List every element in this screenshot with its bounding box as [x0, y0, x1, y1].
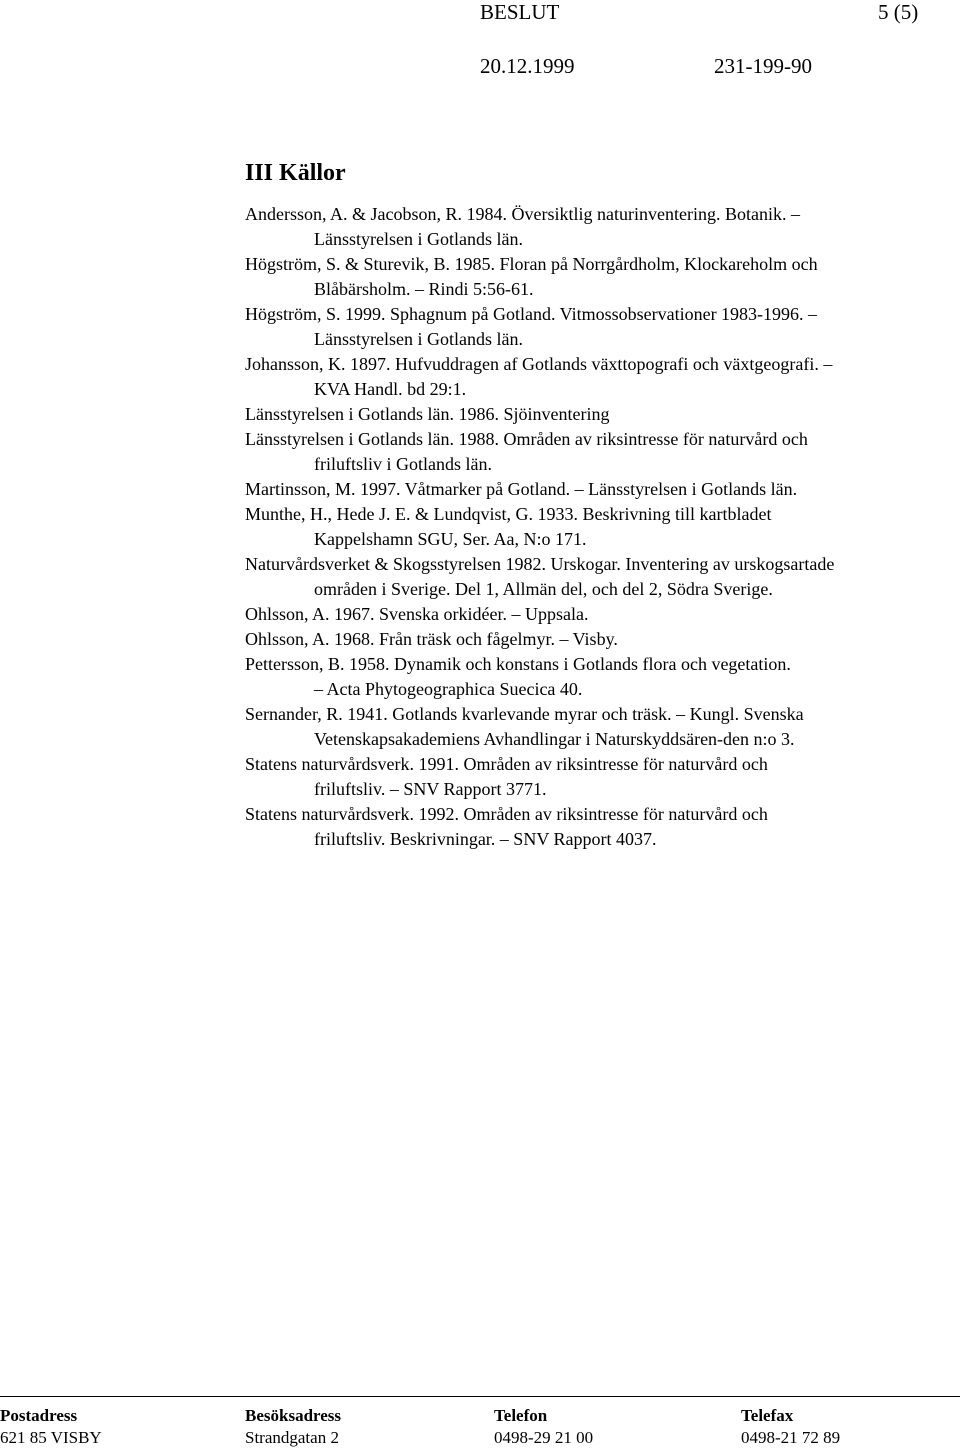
- reference-entry: [245, 502, 955, 552]
- reference-entry: [245, 702, 955, 752]
- reference-entry: [245, 402, 955, 427]
- footer-postal-label: Postadress: [0, 1406, 78, 1425]
- footer-divider: [0, 1396, 960, 1397]
- reference-entry: [245, 652, 955, 702]
- reference-entry: [245, 602, 955, 627]
- footer-visit-value: Strandgatan 2: [245, 1428, 339, 1447]
- reference-continuation-line: friluftsliv. Beskrivningar. – SNV Rapport 4037.: [314, 829, 657, 849]
- reference-line: Martinsson, M. 1997. Våtmarker på Gotland. – Länsstyrelsen i Gotlands län.: [245, 479, 798, 499]
- reference-line: Munthe, H., Hede J. E. & Lundqvist, G. 1933. Beskrivning till kartbladet: [245, 504, 772, 524]
- reference-continuation-line: KVA Handl. bd 29:1.: [314, 379, 467, 399]
- reference-continuation-line: Vetenskapsakademiens Avhandlingar i Naturskyddsären-den n:o 3.: [314, 729, 795, 749]
- reference-continuation-line: – Acta Phytogeographica Suecica 40.: [314, 679, 583, 699]
- reference-line: Länsstyrelsen i Gotlands län. 1988. Områden av riksintresse för naturvård och: [245, 429, 808, 449]
- reference-line: Johansson, K. 1897. Hufvuddragen af Gotlands växttopografi och växtgeografi. –: [245, 354, 833, 374]
- reference-line: Andersson, A. & Jacobson, R. 1984. Översiktlig naturinventering. Botanik. –: [245, 204, 800, 224]
- reference-entry: [245, 552, 955, 602]
- reference-list: [245, 202, 955, 852]
- footer-postal-value: 621 85 VISBY: [0, 1428, 102, 1447]
- reference-line: Statens naturvårdsverk. 1991. Områden av riksintresse för naturvård och: [245, 754, 768, 774]
- reference-continuation-line: områden i Sverige. Del 1, Allmän del, och del 2, Södra Sverige.: [314, 579, 773, 599]
- footer-phone-value: 0498-29 21 00: [494, 1428, 594, 1447]
- reference-line: Pettersson, B. 1958. Dynamik och konstans i Gotlands flora och vegetation.: [245, 654, 791, 674]
- reference-entry: [245, 477, 955, 502]
- footer-phone-label: Telefon: [494, 1406, 548, 1425]
- reference-entry: [245, 627, 955, 652]
- page-number: 5 (5): [878, 0, 919, 24]
- reference-continuation-line: friluftsliv i Gotlands län.: [314, 454, 492, 474]
- reference-continuation-line: Blåbärsholm. – Rindi 5:56-61.: [314, 279, 534, 299]
- reference-entry: [245, 302, 955, 352]
- footer-visit-label: Besöksadress: [245, 1406, 342, 1425]
- reference-entry: [245, 202, 955, 252]
- reference-line: Sernander, R. 1941. Gotlands kvarlevande myrar och träsk. – Kungl. Svenska: [245, 704, 804, 724]
- reference-line: Högström, S. & Sturevik, B. 1985. Floran på Norrgårdholm, Klockareholm och: [245, 254, 818, 274]
- reference-entry: [245, 752, 955, 802]
- reference-line: Naturvårdsverket & Skogsstyrelsen 1982. Urskogar. Inventering av urskogsartade: [245, 554, 835, 574]
- document-date: 20.12.1999: [480, 54, 575, 78]
- footer-fax-value: 0498-21 72 89: [741, 1428, 841, 1447]
- reference-line: Högström, S. 1999. Sphagnum på Gotland. Vitmossobservationer 1983-1996. –: [245, 304, 818, 324]
- reference-continuation-line: Länsstyrelsen i Gotlands län.: [314, 229, 523, 249]
- section-title: III Källor: [245, 160, 346, 186]
- reference-continuation-line: Kappelshamn SGU, Ser. Aa, N:o 171.: [314, 529, 587, 549]
- reference-entry: [245, 802, 955, 852]
- reference-line: Statens naturvårdsverk. 1992. Områden av riksintresse för naturvård och: [245, 804, 768, 824]
- reference-entry: [245, 352, 955, 402]
- reference-entry: [245, 427, 955, 477]
- reference-line: Ohlsson, A. 1967. Svenska orkidéer. – Uppsala.: [245, 604, 589, 624]
- footer-fax-label: Telefax: [741, 1406, 794, 1425]
- document-type: BESLUT: [480, 0, 560, 24]
- reference-entry: [245, 252, 955, 302]
- reference-line: Ohlsson, A. 1968. Från träsk och fågelmyr. – Visby.: [245, 629, 618, 649]
- reference-line: Länsstyrelsen i Gotlands län. 1986. Sjöinventering: [245, 404, 610, 424]
- reference-continuation-line: Länsstyrelsen i Gotlands län.: [314, 329, 523, 349]
- reference-number: 231-199-90: [714, 54, 812, 78]
- reference-continuation-line: friluftsliv. – SNV Rapport 3771.: [314, 779, 547, 799]
